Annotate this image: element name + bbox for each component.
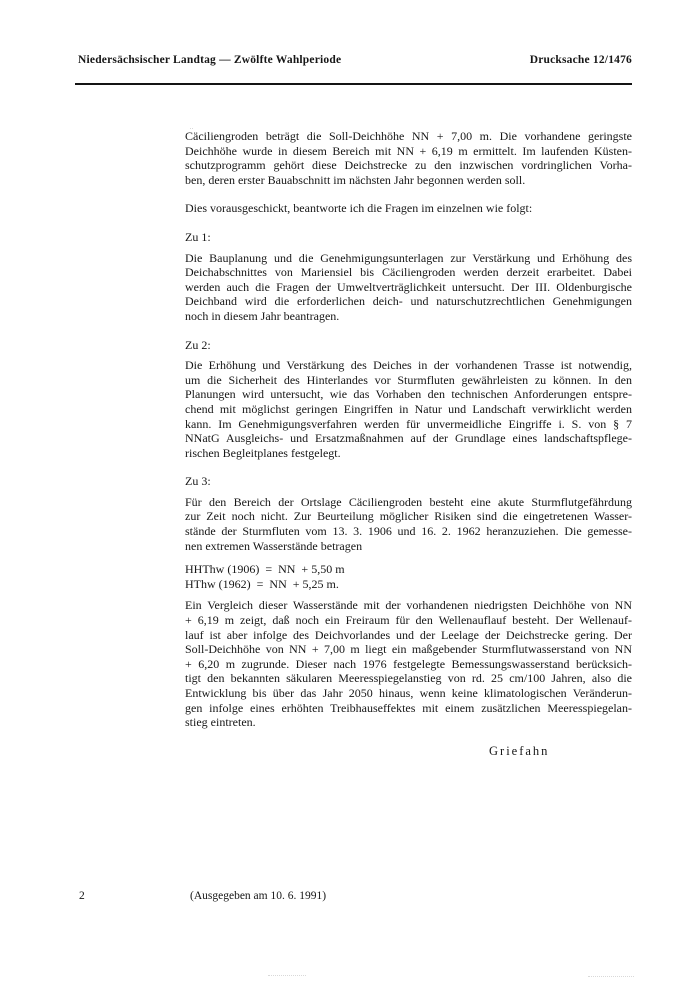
scan-artifact (268, 975, 306, 978)
text-line: rischen Begleitplanes festgelegt. (185, 445, 341, 460)
text-line: Cäciliengroden beträgt die Soll-Deichhöhe NN + 7,00 m. Die vorhandene geringste (185, 129, 632, 143)
text-line: gen infolge eines erhöhten Treibhauseffektes mit einem zusätzlichen Meeresspiegelan- (185, 700, 632, 715)
text-line: Soll-Deichhöhe von NN + 7,00 m liegt ein maßgebender Sturmflutwasserstand von NN (185, 642, 632, 657)
paragraph (185, 129, 632, 187)
text-line: Planungen wird untersucht, wie das Vorhaben den technischen Anforderungen entspre- (185, 387, 632, 402)
text-line: stieg eintreten. (185, 715, 256, 730)
text-line: + 6,19 m zeigt, daß noch ein Freiraum für den Wellenauflauf besteht. Der Wellenauf- (185, 613, 632, 628)
text-line: NNatG Ausgleichs- und Ersatzmaßnahmen auf der Grundlage eines landschaftspflege- (185, 431, 632, 446)
header-rule (75, 83, 632, 85)
text-line: chend mit möglichst geringen Eingriffen in Natur und Landschaft verwirklicht werden (185, 401, 632, 416)
page-number: 2 (79, 890, 85, 902)
page-header (78, 54, 632, 66)
text-line: stände der Sturmfluten vom 13. 3. 1906 und 16. 2. 1962 heranzuziehen. Die gemesse- (185, 524, 632, 539)
header-document-number: Drucksache 12/1476 (529, 54, 632, 66)
text-line: HThw (1962) = NN + 5,25 m. (185, 576, 339, 591)
measurement-block (185, 562, 632, 591)
paragraph (185, 201, 632, 216)
text-line: werden auch die Fragen der Umweltverträglichkeit untersucht. Der III. Oldenburgische (185, 279, 632, 294)
text-line: noch in diesem Jahr beantragen. (185, 308, 340, 323)
paragraph (185, 251, 632, 324)
text-line: zur Zeit noch nicht. Zur Beurteilung möglicher Risiken sind die eingetretenen Wasser- (185, 509, 632, 524)
text-line: schutzprogramm gehört diese Deichstrecke zu den inzwischen vordringlichen Vorha- (185, 158, 632, 173)
document-body (185, 129, 632, 758)
text-line: lauf ist aber infolge des Deichvorlandes und der Leelage der Deichstrecke gering. Der (185, 627, 632, 642)
header-title: Niedersächsischer Landtag — Zwölfte Wahlperiode (78, 54, 342, 66)
text-line: Ein Vergleich dieser Wasserstände mit der vorhandenen niedrigsten Deichhöhe von NN (185, 598, 632, 613)
text-line: Dies vorausgeschickt, beantworte ich die Fragen im einzelnen wie folgt: (185, 201, 533, 216)
text-line: Deichabschnittes von Mariensiel bis Cäciliengroden werden derzeit erarbeitet. Dabei (185, 265, 632, 280)
section-heading: Zu 1: (185, 229, 211, 244)
scan-artifact (588, 976, 634, 979)
text-line: + 6,20 m zugrunde. Dieser nach 1976 festgelegte Bemessungswasserstand berücksich- (185, 656, 632, 671)
text-blocks (185, 129, 632, 730)
section-heading: Zu 3: (185, 474, 211, 489)
text-line: Für den Bereich der Ortslage Cäciliengroden besteht eine akute Sturmflutgefährdung (185, 494, 632, 509)
text-line: nen extremen Wasserstände betragen (185, 538, 363, 553)
text-line: Die Bauplanung und die Genehmigungsunterlagen zur Verstärkung und Erhöhung des (185, 250, 632, 265)
text-line: Die Erhöhung und Verstärkung des Deiches in der vorhandenen Trasse ist notwendig, (185, 358, 632, 373)
text-line: HHThw (1906) = NN + 5,50 m (185, 562, 345, 577)
paragraph (185, 598, 632, 729)
text-line: Entwicklung bis über das Jahr 2050 hinaus, wenn keine klimatologischen Veränderun- (185, 686, 632, 700)
text-line: Deichband wird die erforderlichen deich- und naturschutzrechtlichen Genehmigungen (185, 294, 632, 309)
text-line: kann. Im Genehmigungsverfahren werden für unvermeidliche Eingriffe i. S. von § 7 (185, 416, 632, 431)
paragraph (185, 358, 632, 460)
text-line: um die Sicherheit des Hinterlandes vor Sturmfluten gewährleisten zu können. In den (185, 372, 632, 387)
issued-note: (Ausgegeben am 10. 6. 1991) (190, 890, 327, 902)
signature: Griefahn (489, 743, 550, 758)
scan-artifact (190, 128, 193, 131)
text-line: Deichhöhe wurde in diesem Bereich mit NN + 6,19 m ermittelt. Im laufenden Küsten- (185, 143, 632, 158)
paragraph (185, 495, 632, 553)
text-line: ben, deren erster Bauabschnitt im nächsten Jahr begonnen werden soll. (185, 172, 526, 187)
section-heading: Zu 2: (185, 337, 211, 352)
text-line: tigt den bekannten säkularen Meeresspiegelanstieg von rd. 25 cm/100 Jahren, also die (185, 671, 632, 686)
